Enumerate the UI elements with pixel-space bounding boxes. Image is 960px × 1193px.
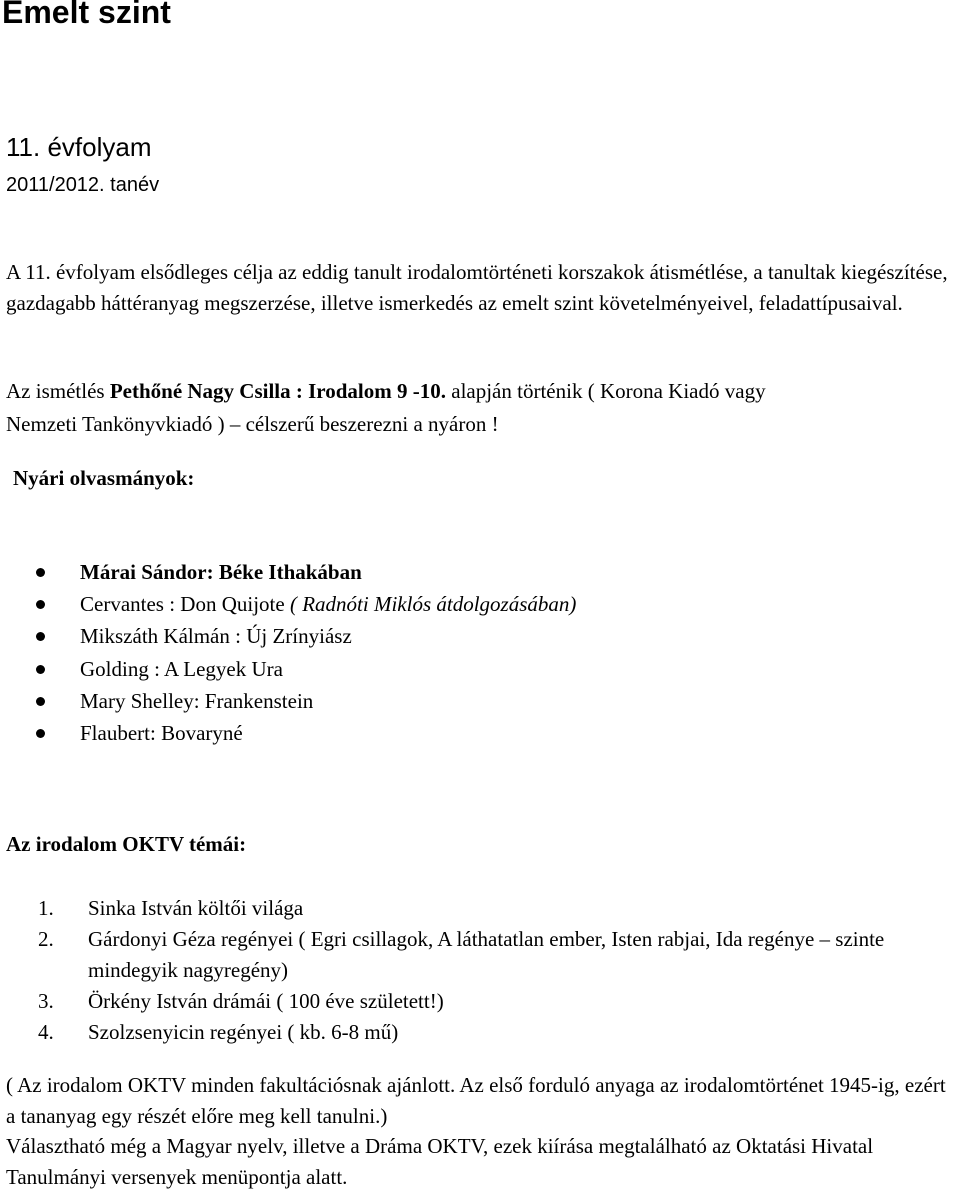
oktv-topic-list [38, 893, 938, 1048]
list-item [36, 653, 576, 685]
list-item-number: 3. [38, 989, 54, 1013]
bullet-icon [36, 697, 45, 706]
list-item-text: Mary Shelley: Frankenstein [80, 688, 314, 713]
list-item [38, 924, 938, 986]
review-prefix: Az ismétlés [6, 379, 110, 403]
list-item-number: 1. [38, 896, 54, 920]
list-item-text: Flaubert: Bovaryné [80, 720, 243, 745]
list-item-number: 4. [38, 1020, 54, 1044]
list-item-text: Gárdonyi Géza regényei ( Egri csillagok, A láthatatlan ember, Isten rabjai, Ida regénye – szinte mindegyik nagyregény) [88, 927, 885, 982]
summer-reading-list [36, 556, 576, 749]
school-year-label: 2011/2012. tanév [6, 174, 160, 196]
list-item [36, 556, 576, 588]
bullet-icon [36, 665, 45, 674]
bullet-icon [36, 729, 45, 738]
intro-paragraph: A 11. évfolyam elsődleges célja az eddig tanult irodalomtörténeti korszakok átismétlése, a tanultak kiegészítése, gazdagabb háttéranyag megszerzése, illetve ismerkedés az emelt szint követelményeivel, feladattípusaival. [6, 260, 948, 315]
list-item-text: Mikszáth Kálmán : Új Zrínyiász [80, 624, 352, 649]
review-paragraph [6, 375, 956, 441]
grade-label: 11. évfolyam [6, 132, 152, 162]
review-book-title: Pethőné Nagy Csilla : Irodalom 9 -10. [109, 379, 446, 403]
list-item-text: Örkény István drámái ( 100 éve született!) [88, 989, 444, 1013]
list-item [36, 588, 576, 620]
list-item [38, 893, 938, 924]
list-item-text: Sinka István költői világa [88, 896, 304, 920]
page-title: Emelt szint [2, 0, 171, 30]
bullet-icon [36, 568, 45, 577]
list-item-text: Cervantes : Don Quijote [80, 592, 290, 617]
list-item-text: Szolzsenyicin regényei ( kb. 6-8 mű) [88, 1020, 399, 1044]
list-item [38, 986, 938, 1017]
list-item [36, 717, 576, 749]
list-item [36, 620, 576, 652]
other-competitions-paragraph: Választható még a Magyar nyelv, illetve a Dráma OKTV, ezek kiírása megtalálható az Oktatási Hivatal Tanulmányi versenyek menüpontja alatt. [6, 1134, 874, 1189]
list-item-note: ( Radnóti Miklós átdolgozásában) [289, 592, 577, 617]
review-line1-rest: alapján történik ( Korona Kiadó vagy [446, 379, 766, 403]
list-item [36, 685, 576, 717]
bullet-icon [36, 600, 45, 609]
summer-reading-heading: Nyári olvasmányok: [13, 466, 195, 490]
oktv-heading: Az irodalom OKTV témái: [6, 832, 247, 856]
list-item-number: 2. [38, 927, 54, 951]
list-item [38, 1017, 938, 1048]
list-item-text: Márai Sándor: Béke Ithakában [80, 560, 362, 584]
oktv-note-paragraph: ( Az irodalom OKTV minden fakultációsnak ajánlott. Az első forduló anyaga az irodalomtörténet 1945-ig, ezért a tananyag egy részét előre meg kell tanulni.) [6, 1073, 946, 1128]
review-line2: Nemzeti Tankönyvkiadó ) – célszerű beszerezni a nyáron ! [6, 412, 499, 436]
bullet-icon [36, 632, 45, 641]
list-item-text: Golding : A Legyek Ura [80, 656, 283, 681]
